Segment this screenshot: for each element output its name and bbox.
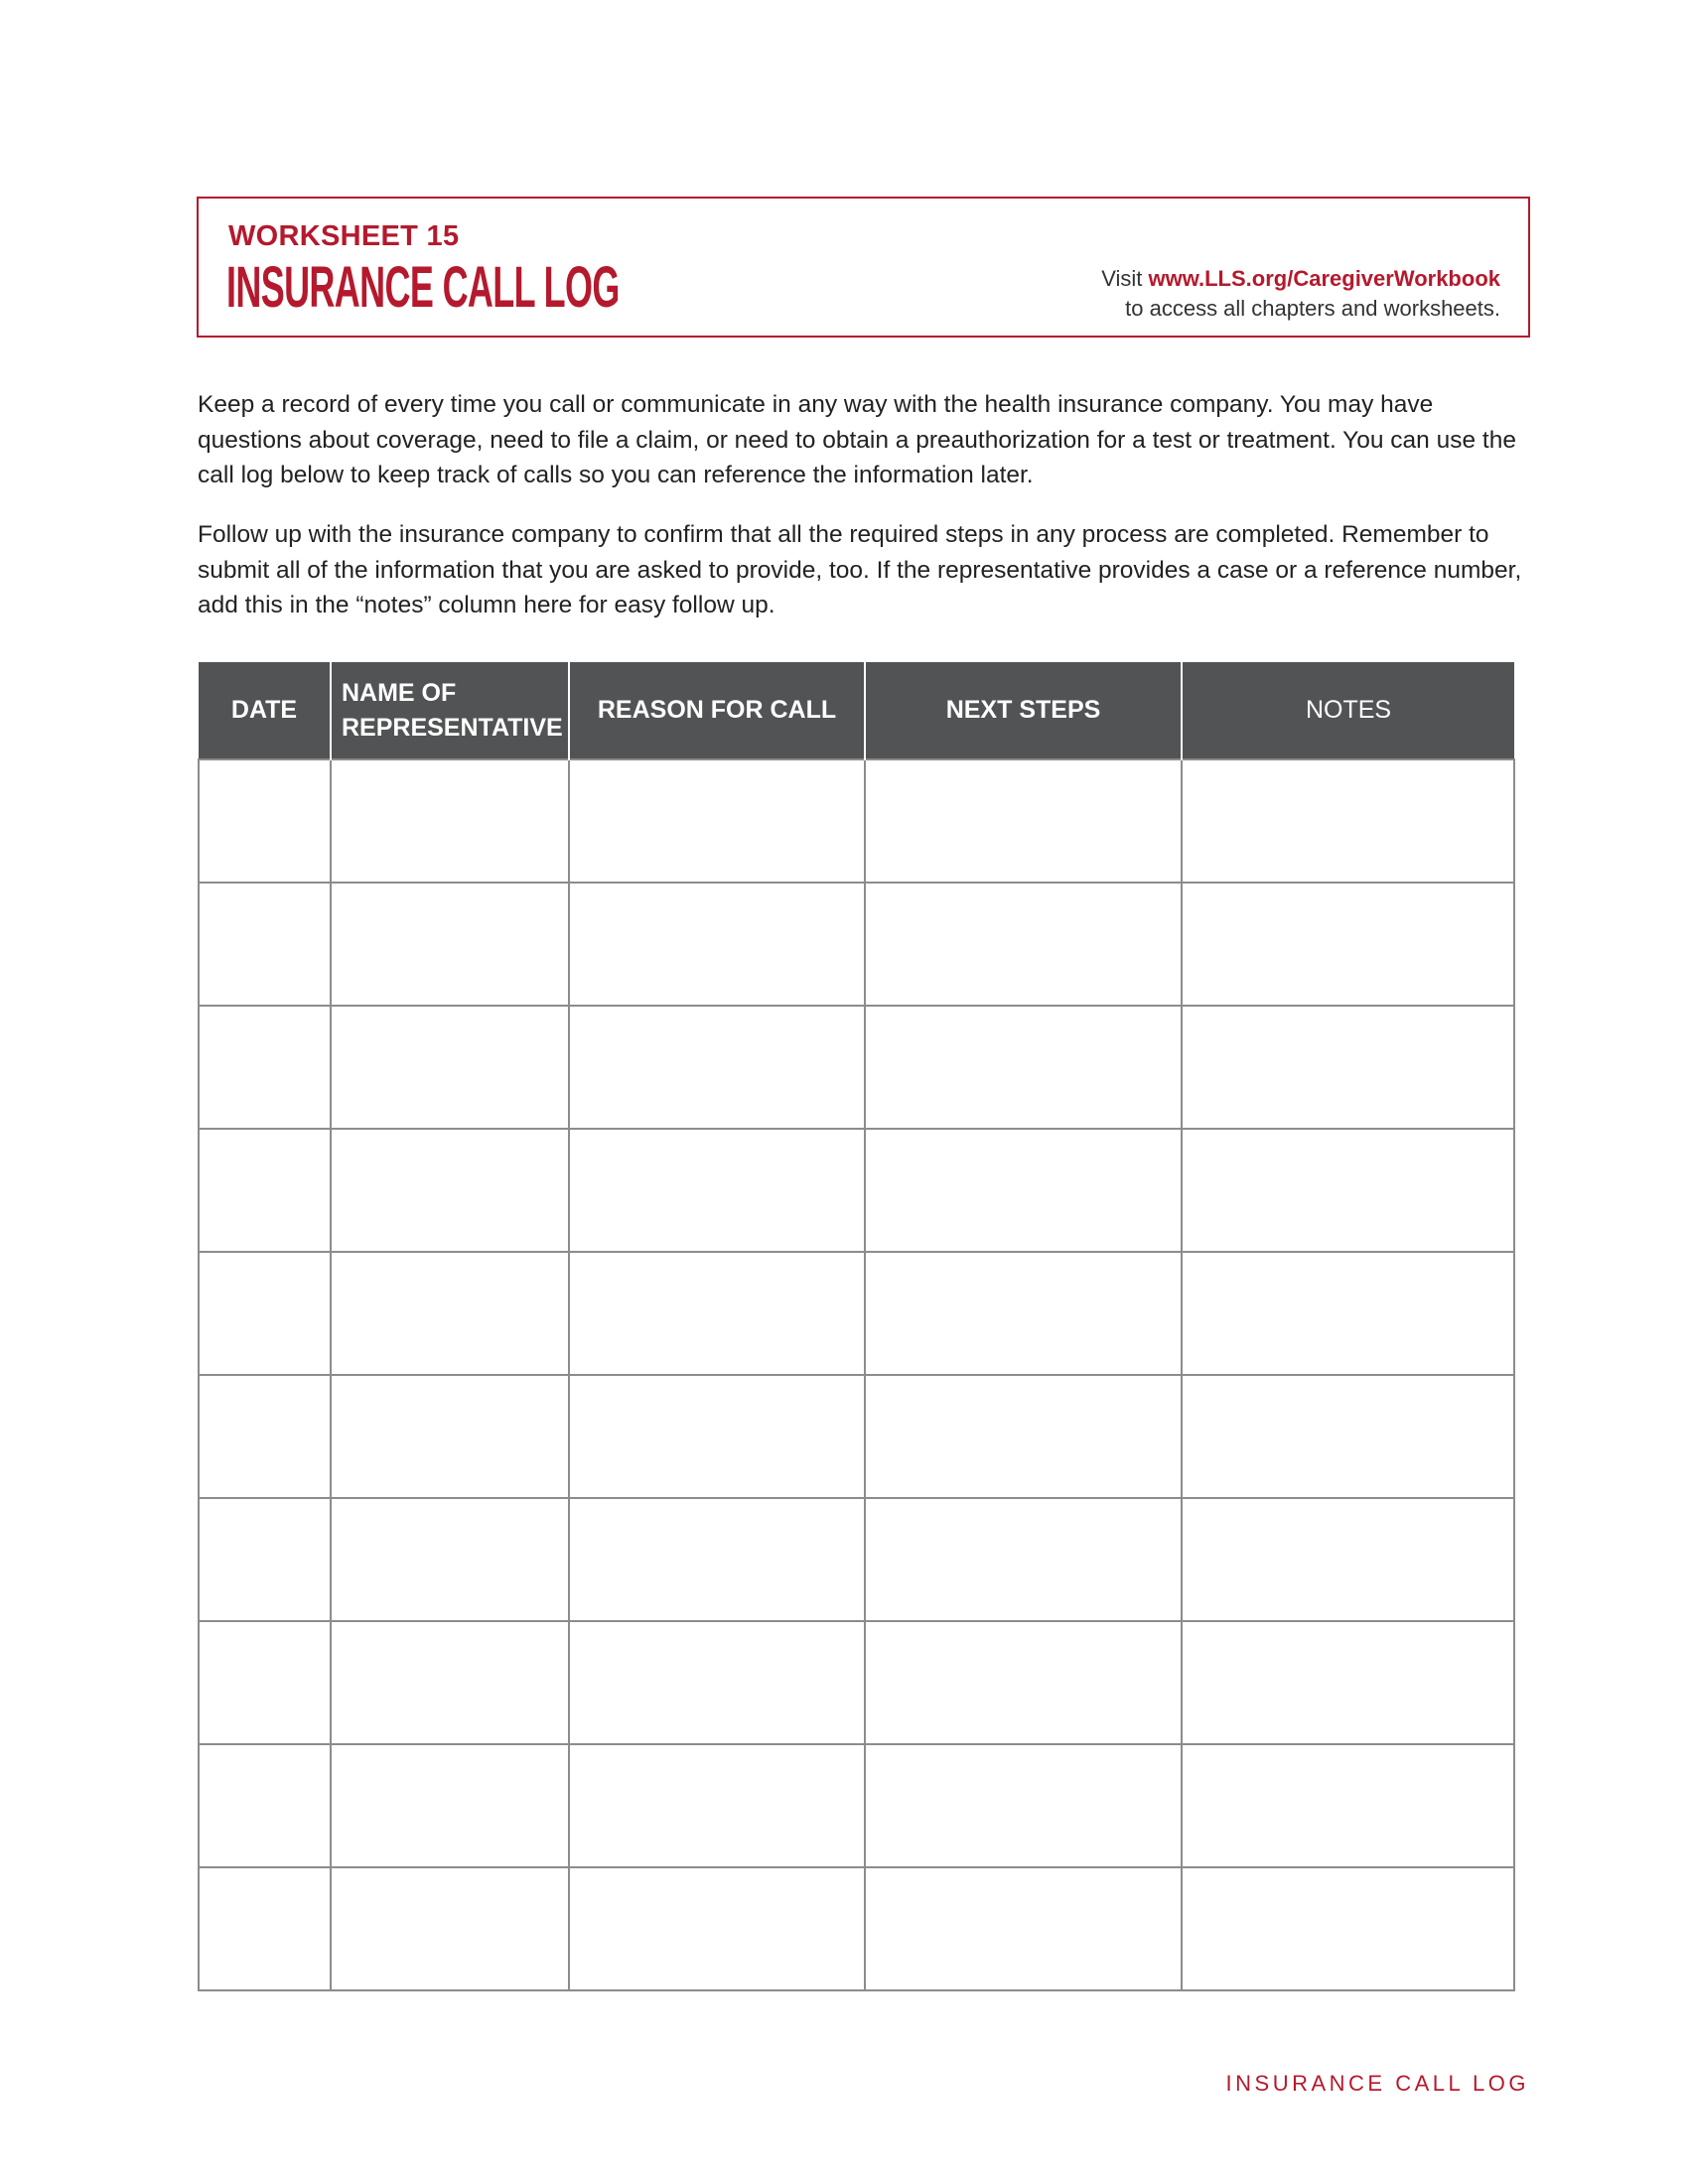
notes-cell[interactable]: [1182, 759, 1514, 883]
next-steps-cell[interactable]: [865, 1621, 1182, 1744]
next-steps-cell[interactable]: [865, 1744, 1182, 1867]
notes-cell[interactable]: [1182, 883, 1514, 1006]
table-body: [199, 759, 1514, 1990]
worksheet-title: INSURANCE CALL LOG: [226, 255, 620, 320]
notes-cell[interactable]: [1182, 1006, 1514, 1129]
representative-cell[interactable]: [331, 1498, 569, 1621]
column-header-notes: NOTES: [1182, 662, 1514, 759]
table-row: [199, 1498, 1514, 1621]
visit-suffix: to access all chapters and worksheets.: [1125, 296, 1500, 321]
table-row: [199, 1375, 1514, 1498]
representative-cell[interactable]: [331, 1006, 569, 1129]
date-cell[interactable]: [199, 1006, 331, 1129]
table-row: [199, 883, 1514, 1006]
date-cell[interactable]: [199, 1252, 331, 1375]
notes-cell[interactable]: [1182, 1744, 1514, 1867]
reason-cell[interactable]: [569, 1498, 865, 1621]
table-row: [199, 1621, 1514, 1744]
visit-info: [1101, 264, 1500, 324]
date-cell[interactable]: [199, 1498, 331, 1621]
table-row: [199, 759, 1514, 883]
reason-cell[interactable]: [569, 883, 865, 1006]
next-steps-cell[interactable]: [865, 1006, 1182, 1129]
reason-cell[interactable]: [569, 1129, 865, 1252]
date-cell[interactable]: [199, 1867, 331, 1990]
visit-url-link[interactable]: www.LLS.org/CaregiverWorkbook: [1148, 266, 1500, 291]
table-header-row: [199, 662, 1514, 759]
date-cell[interactable]: [199, 1375, 331, 1498]
reason-cell[interactable]: [569, 1375, 865, 1498]
representative-cell[interactable]: [331, 1252, 569, 1375]
reason-cell[interactable]: [569, 1621, 865, 1744]
visit-prefix: Visit: [1101, 266, 1149, 291]
notes-cell[interactable]: [1182, 1498, 1514, 1621]
representative-cell[interactable]: [331, 1129, 569, 1252]
table-row: [199, 1129, 1514, 1252]
representative-cell[interactable]: [331, 1744, 569, 1867]
date-cell[interactable]: [199, 883, 331, 1006]
next-steps-cell[interactable]: [865, 1375, 1182, 1498]
next-steps-cell[interactable]: [865, 1498, 1182, 1621]
next-steps-cell[interactable]: [865, 759, 1182, 883]
reason-cell[interactable]: [569, 759, 865, 883]
next-steps-cell[interactable]: [865, 883, 1182, 1006]
notes-cell[interactable]: [1182, 1621, 1514, 1744]
column-header-reason: REASON FOR CALL: [569, 662, 865, 759]
date-cell[interactable]: [199, 1621, 331, 1744]
next-steps-cell[interactable]: [865, 1867, 1182, 1990]
representative-cell[interactable]: [331, 759, 569, 883]
intro-paragraph-2: Follow up with the insurance company to confirm that all the required steps in any process are completed. Remember to submit all of the information that you are asked to provide, too. If the representative provides a case or a reference number, add this in the “notes” column here for easy follow up.: [198, 521, 1522, 618]
notes-cell[interactable]: [1182, 1867, 1514, 1990]
representative-cell[interactable]: [331, 1621, 569, 1744]
footer-label: INSURANCE CALL LOG: [1225, 2071, 1529, 2096]
notes-cell[interactable]: [1182, 1129, 1514, 1252]
reason-cell[interactable]: [569, 1867, 865, 1990]
next-steps-cell[interactable]: [865, 1252, 1182, 1375]
table-row: [199, 1006, 1514, 1129]
table-row: [199, 1744, 1514, 1867]
date-cell[interactable]: [199, 1129, 331, 1252]
reason-cell[interactable]: [569, 1252, 865, 1375]
intro-paragraph-1: Keep a record of every time you call or communicate in any way with the health insurance company. You may have questions about coverage, need to file a claim, or need to obtain a preauthorization for a test or treatment. You can use the call log below to keep track of calls so you can reference the information later.: [198, 391, 1516, 488]
reason-cell[interactable]: [569, 1744, 865, 1867]
table-row: [199, 1867, 1514, 1990]
table-row: [199, 1252, 1514, 1375]
representative-cell[interactable]: [331, 1867, 569, 1990]
column-header-next-steps: NEXT STEPS: [865, 662, 1182, 759]
column-header-representative: NAME OF REPRESENTATIVE: [331, 662, 569, 759]
worksheet-number: WORKSHEET 15: [228, 220, 460, 252]
date-cell[interactable]: [199, 759, 331, 883]
next-steps-cell[interactable]: [865, 1129, 1182, 1252]
notes-cell[interactable]: [1182, 1375, 1514, 1498]
date-cell[interactable]: [199, 1744, 331, 1867]
worksheet-header: [197, 197, 1530, 338]
call-log-table: [198, 662, 1515, 1991]
reason-cell[interactable]: [569, 1006, 865, 1129]
notes-cell[interactable]: [1182, 1252, 1514, 1375]
representative-cell[interactable]: [331, 883, 569, 1006]
column-header-date: DATE: [199, 662, 331, 759]
representative-cell[interactable]: [331, 1375, 569, 1498]
